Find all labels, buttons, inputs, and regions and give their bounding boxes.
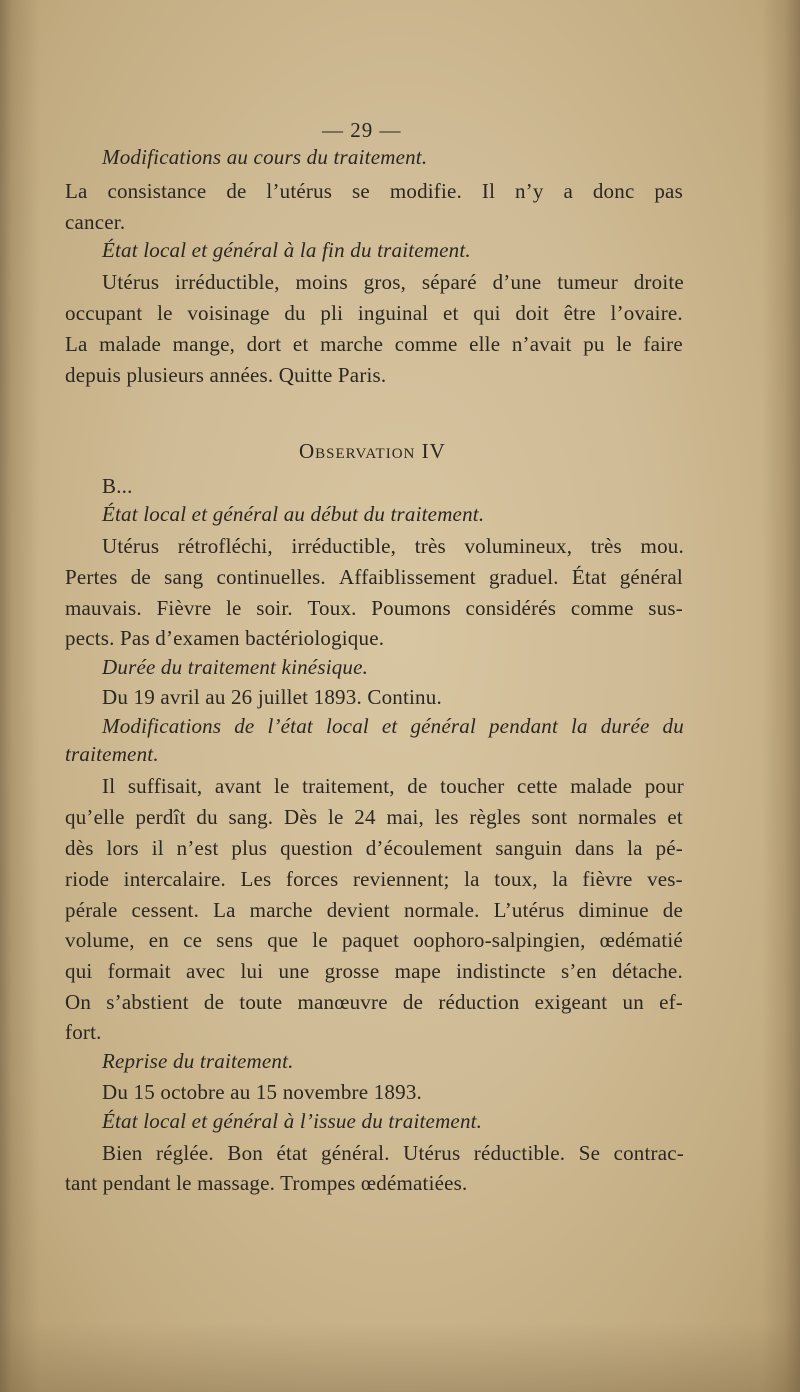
word: en: [148, 928, 169, 952]
text-line: [65, 834, 683, 862]
word: l’utérus: [266, 179, 333, 203]
word: du: [196, 805, 218, 829]
text-line: [65, 865, 683, 893]
word: la: [627, 836, 643, 860]
word: riode: [65, 867, 110, 891]
word: formait: [107, 959, 171, 983]
word: Bon: [227, 1141, 263, 1165]
word: s’en: [560, 959, 597, 983]
word: séparé: [421, 270, 477, 294]
word: pli: [320, 301, 344, 325]
text-line: [65, 594, 683, 622]
word: La: [65, 332, 88, 356]
word: Utérus: [403, 1141, 461, 1165]
word: question: [280, 836, 353, 860]
subheading-modifications-etat-cont: traitement.: [65, 742, 159, 766]
patient-initial: B...: [102, 474, 133, 498]
word: voisinage: [187, 301, 270, 325]
word: toux,: [494, 867, 538, 891]
word: volume,: [65, 928, 135, 952]
word: tumeur: [557, 270, 618, 294]
word: Utérus: [102, 534, 160, 558]
word: durée: [600, 714, 650, 738]
word: toucher: [440, 774, 505, 798]
word: donc: [592, 179, 635, 203]
word: Dès: [284, 805, 318, 829]
word: pas: [654, 179, 683, 203]
word: toute: [239, 990, 283, 1014]
word: Pertes: [65, 565, 118, 589]
word: qui: [65, 959, 93, 983]
word: Toux.: [307, 596, 357, 620]
word: Affaiblissement: [339, 565, 476, 589]
word: indistincte: [456, 959, 546, 983]
word: comme: [570, 596, 634, 620]
word: sens: [216, 928, 254, 952]
word: marche: [320, 332, 384, 356]
word: a: [563, 179, 573, 203]
text-line: depuis plusieurs années. Quitte Paris.: [65, 363, 387, 387]
word: le: [328, 805, 344, 829]
word: l’ovaire.: [610, 301, 683, 325]
text-line: [102, 1139, 684, 1167]
word: très: [414, 534, 446, 558]
word: volumineux,: [464, 534, 573, 558]
word: mou.: [640, 534, 684, 558]
word: manœuvre: [297, 990, 388, 1014]
word: pu: [583, 332, 605, 356]
word: Bien: [102, 1141, 143, 1165]
word: du: [662, 714, 684, 738]
word: sont: [531, 805, 568, 829]
word: Il: [481, 179, 496, 203]
word: ce: [183, 928, 203, 952]
word: et: [443, 301, 459, 325]
word: de: [662, 898, 683, 922]
word: doit: [515, 301, 549, 325]
word: oophoro-salpingien,: [413, 928, 586, 952]
word: ves-: [647, 867, 683, 891]
word: plus: [231, 836, 268, 860]
word: n’y: [514, 179, 544, 203]
word: que: [267, 928, 299, 952]
text-line: [102, 772, 684, 800]
word: réductible.: [473, 1141, 566, 1165]
word: sus-: [648, 596, 683, 620]
word: exigeant: [534, 990, 608, 1014]
word: la: [571, 714, 588, 738]
word: modifie.: [389, 179, 462, 203]
word: sang.: [228, 805, 274, 829]
word: contrac-: [613, 1141, 684, 1165]
word: mauvais.: [65, 596, 142, 620]
word: forces: [285, 867, 339, 891]
word: traitement,: [302, 774, 395, 798]
text-line: [65, 299, 683, 327]
word: graduel.: [488, 565, 559, 589]
word: droite: [633, 270, 684, 294]
word: sanguin: [495, 836, 563, 860]
word: d’une: [492, 270, 542, 294]
word: général: [410, 714, 476, 738]
word: dès: [65, 836, 94, 860]
word: la: [464, 867, 480, 891]
word: moins: [295, 270, 348, 294]
text-line: [65, 563, 683, 591]
word: le: [312, 928, 328, 952]
word: une: [278, 959, 310, 983]
word: lui: [240, 959, 264, 983]
text-line: tant pendant le massage. Trompes œdématiées.: [65, 1171, 468, 1195]
word: La: [65, 179, 88, 203]
word: général: [619, 565, 683, 589]
text-line: [102, 268, 684, 296]
word: fièvre: [582, 867, 633, 891]
text-line: [65, 896, 683, 924]
word: diminue: [578, 898, 649, 922]
text-line: [65, 926, 683, 954]
word: de: [402, 990, 424, 1014]
word: pour: [644, 774, 684, 798]
word: le: [616, 332, 632, 356]
word: lors: [106, 836, 139, 860]
word: local: [325, 714, 369, 738]
word: ef-: [659, 990, 683, 1014]
word: et: [292, 332, 309, 356]
word: 24: [354, 805, 376, 829]
word: qui: [473, 301, 501, 325]
word: se: [352, 179, 370, 203]
word: très: [590, 534, 622, 558]
word: avant: [214, 774, 262, 798]
word: paquet: [341, 928, 400, 952]
text-line: [65, 330, 683, 358]
word: consistance: [107, 179, 207, 203]
word: sang: [164, 565, 204, 589]
word: pé-: [655, 836, 683, 860]
word: général.: [321, 1141, 390, 1165]
word: de: [407, 774, 428, 798]
word: être: [563, 301, 596, 325]
text-line: cancer.: [65, 210, 126, 234]
word: reviennent;: [352, 867, 450, 891]
word: de: [130, 565, 151, 589]
word: l’état: [267, 714, 313, 738]
word: Les: [240, 867, 272, 891]
word: n’est: [176, 836, 219, 860]
subheading-modifications-etat: [102, 712, 684, 740]
word: de: [234, 714, 255, 738]
word: dans: [574, 836, 615, 860]
word: Poumons: [371, 596, 451, 620]
word: occupant: [65, 301, 143, 325]
word: de: [226, 179, 247, 203]
word: rétrofléchi,: [177, 534, 273, 558]
word: du: [284, 301, 306, 325]
word: devient: [326, 898, 390, 922]
text-line: Du 19 avril au 26 juillet 1893. Continu.: [102, 685, 442, 709]
word: suffisait,: [127, 774, 203, 798]
word: s’abstient: [106, 990, 189, 1014]
subheading-etat-debut: État local et général au début du traitement.: [102, 502, 485, 526]
subheading-modifications: Modifications au cours du traitement.: [102, 145, 428, 169]
word: grosse: [324, 959, 380, 983]
word: irréductible,: [175, 270, 280, 294]
word: de: [203, 990, 225, 1014]
word: soir.: [256, 596, 293, 620]
word: les: [434, 805, 459, 829]
word: Modifications: [102, 714, 222, 738]
word: et: [667, 805, 683, 829]
page-shadow-right: [762, 0, 800, 1392]
word: pérale: [65, 898, 118, 922]
word: gros,: [363, 270, 407, 294]
observation-heading: Observation IV: [299, 439, 446, 463]
subheading-duree: Durée du traitement kinésique.: [102, 655, 369, 679]
word: La: [213, 898, 236, 922]
subheading-etat-fin: État local et général à la fin du traitement.: [102, 238, 471, 262]
word: Se: [578, 1141, 601, 1165]
text-line: [102, 532, 684, 560]
word: cessent.: [131, 898, 200, 922]
word: intercalaire.: [123, 867, 226, 891]
subheading-etat-issue: État local et général à l’issue du traitement.: [102, 1109, 483, 1133]
word: état: [276, 1141, 308, 1165]
word: le: [157, 301, 173, 325]
word: L’utérus: [493, 898, 565, 922]
word: normale.: [403, 898, 480, 922]
word: Fièvre: [156, 596, 212, 620]
word: Il: [102, 774, 116, 798]
word: État: [571, 565, 607, 589]
text-line: fort.: [65, 1020, 102, 1044]
word: détache.: [611, 959, 683, 983]
word: le: [273, 774, 290, 798]
text-line: [65, 177, 683, 205]
word: la: [552, 867, 568, 891]
word: malade: [570, 774, 633, 798]
text-line: [65, 957, 683, 985]
word: réglée.: [155, 1141, 214, 1165]
word: règles: [469, 805, 521, 829]
word: n’avait: [511, 332, 572, 356]
word: un: [622, 990, 644, 1014]
word: perdît: [135, 805, 186, 829]
page-shadow-left: [0, 0, 40, 1392]
text-line: pects. Pas d’examen bactériologique.: [65, 626, 385, 650]
page-number: — 29 —: [322, 118, 402, 142]
word: dort: [246, 332, 282, 356]
word: mange,: [172, 332, 236, 356]
word: malade: [99, 332, 162, 356]
word: il: [151, 836, 164, 860]
word: avec: [186, 959, 226, 983]
word: marche: [249, 898, 313, 922]
word: irréductible,: [291, 534, 397, 558]
text-line: [65, 803, 683, 831]
text-line: Du 15 octobre au 15 novembre 1893.: [102, 1080, 422, 1104]
word: mai,: [386, 805, 424, 829]
page-shadow-bottom: [0, 1322, 800, 1392]
word: et: [381, 714, 398, 738]
word: elle: [469, 332, 501, 356]
word: qu’elle: [65, 805, 125, 829]
word: inguinal: [357, 301, 429, 325]
word: réduction: [438, 990, 520, 1014]
word: considérés: [465, 596, 557, 620]
word: continuelles.: [216, 565, 326, 589]
word: le: [226, 596, 242, 620]
word: faire: [643, 332, 683, 356]
word: d’écoulement: [365, 836, 483, 860]
word: normales: [578, 805, 657, 829]
word: On: [65, 990, 92, 1014]
word: pendant: [488, 714, 559, 738]
word: Utérus: [102, 270, 160, 294]
word: comme: [394, 332, 458, 356]
word: œdématié: [599, 928, 683, 952]
word: cette: [517, 774, 558, 798]
word: mape: [394, 959, 441, 983]
text-line: [65, 988, 683, 1016]
subheading-reprise: Reprise du traitement.: [102, 1049, 294, 1073]
